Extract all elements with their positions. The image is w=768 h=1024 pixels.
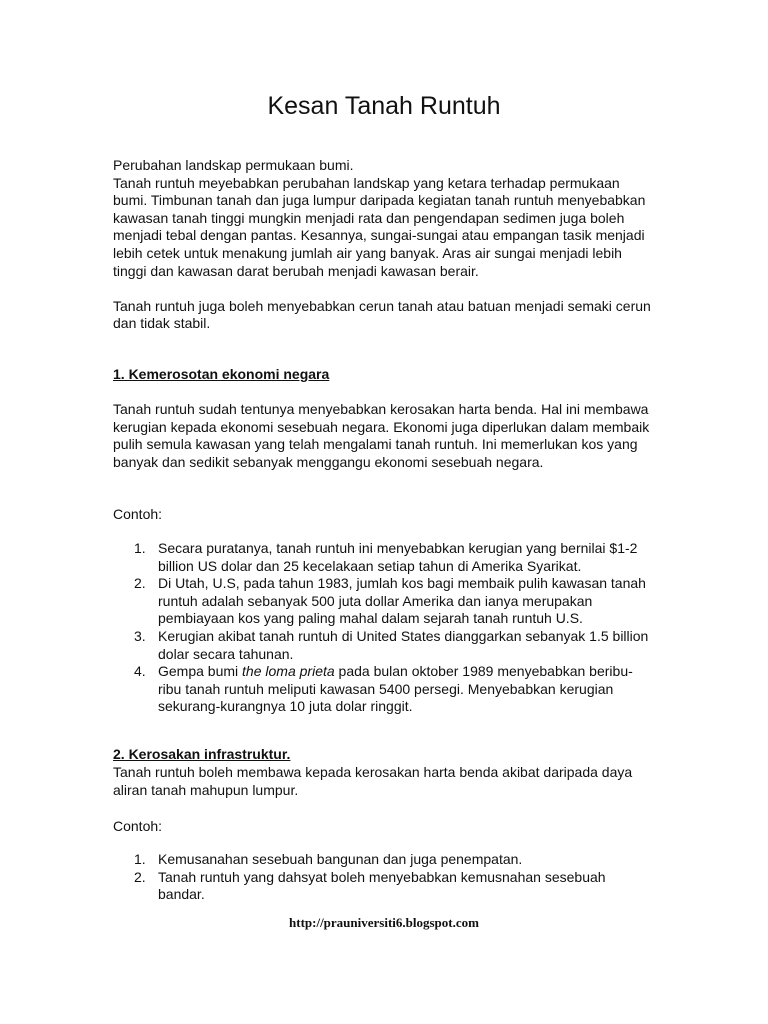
list-item-text: Kerugian akibat tanah runtuh di United States dianggarkan sebanyak 1.5 billion dolar secara tahunan. [158, 627, 649, 662]
list-item-text: Kemusanahan sesebuah bangunan dan juga penempatan. [158, 851, 523, 867]
section-1-paragraph: Tanah runtuh sudah tentunya menyebabkan kerosakan harta benda. Hal ini membawa kerugian kepada ekonomi sesebuah negara. Ekonomi juga diperlukan dalam membaik pulih semula kawasan yang telah mengalami tanah runtuh. Ini memerlukan kos yang banyak dan sedikit sebanyak menggangu ekonomi sesebuah negara. [113, 401, 650, 470]
list-item-number: 1. [134, 851, 146, 867]
section-2-example-list [113, 851, 653, 904]
section-2-heading: 2. Kerosakan infrastruktur. [113, 746, 291, 762]
list-item-text: Di Utah, U.S, pada tahun 1983, jumlah kos bagi membaik pulih kawasan tanah runtuh adalah sebanyak 500 juta dollar Amerika dan ianya merupakan pembiayaan kos yang paling mahal dalam sejarah tanah runtuh U.S. [158, 575, 646, 627]
section-1-heading: 1. Kemerosotan ekonomi negara [113, 366, 330, 382]
list-item-text-italic: the loma prieta [242, 663, 335, 680]
list-item-text: Secara puratanya, tanah runtuh ini menyebabkan kerugian yang bernilai $1-2 billion US dolar dan 25 kecelakaan setiap tahun di Amerika Syarikat. [158, 540, 638, 574]
section-2-contoh-label: Contoh: [113, 818, 163, 834]
list-item [113, 663, 653, 716]
list-item [113, 575, 653, 628]
intro-paragraph: Tanah runtuh meyebabkan perubahan landskap yang ketara terhadap permukaan bumi. Timbunan tanah dan juga lumpur daripada kegiatan tanah runtuh menyebabkan kawasan tanah tinggi mungkin menjadi rata dan pengendapan sedimen juga boleh menjadi tebal dengan pantas. Kesannya, sungai-sungai atau empangan tasik menjadi lebih cetek untuk menakung jumlah air yang banyak. Aras air sungai menjadi lebih tinggi dan kawasan darat berubah menjadi kawasan berair. [113, 174, 646, 279]
list-item-number: 1. [134, 540, 146, 556]
list-item [113, 540, 653, 575]
list-item [113, 628, 653, 663]
list-item [113, 869, 653, 904]
section-1-example-list [113, 540, 653, 716]
list-item-text-start: Gempa bumi [158, 663, 243, 680]
list-item-number: 2. [134, 575, 146, 592]
footer-url: http://prauniversiti6.blogspot.com [289, 915, 479, 930]
section-1-contoh-label: Contoh: [113, 506, 163, 522]
list-item-number: 4. [134, 663, 146, 680]
list-item [113, 851, 653, 869]
list-item-number: 2. [134, 868, 146, 885]
list-item-text: Tanah runtuh yang dahsyat boleh menyebabkan kemusnahan sesebuah bandar. [158, 868, 606, 903]
intro-paragraph-2: Tanah runtuh juga boleh menyebabkan cerun tanah atau batuan menjadi semaki cerun dan tidak stabil. [113, 297, 651, 332]
list-item-number: 3. [134, 627, 146, 644]
page-title: Kesan Tanah Runtuh [267, 92, 501, 120]
section-2-paragraph: Tanah runtuh boleh membawa kepada kerosakan harta benda akibat daripada daya aliran tanah mahupun lumpur. [113, 764, 633, 798]
intro-line-1: Perubahan landskap permukaan bumi. [113, 157, 354, 173]
list-item-text-end: pada bulan oktober 1989 menyebabkan beribu-ribu tanah runtuh meliputi kawasan 5400 persegi. Menyebabkan kerugian sekurang-kurangnya 10 juta dolar ringgit. [158, 663, 633, 715]
